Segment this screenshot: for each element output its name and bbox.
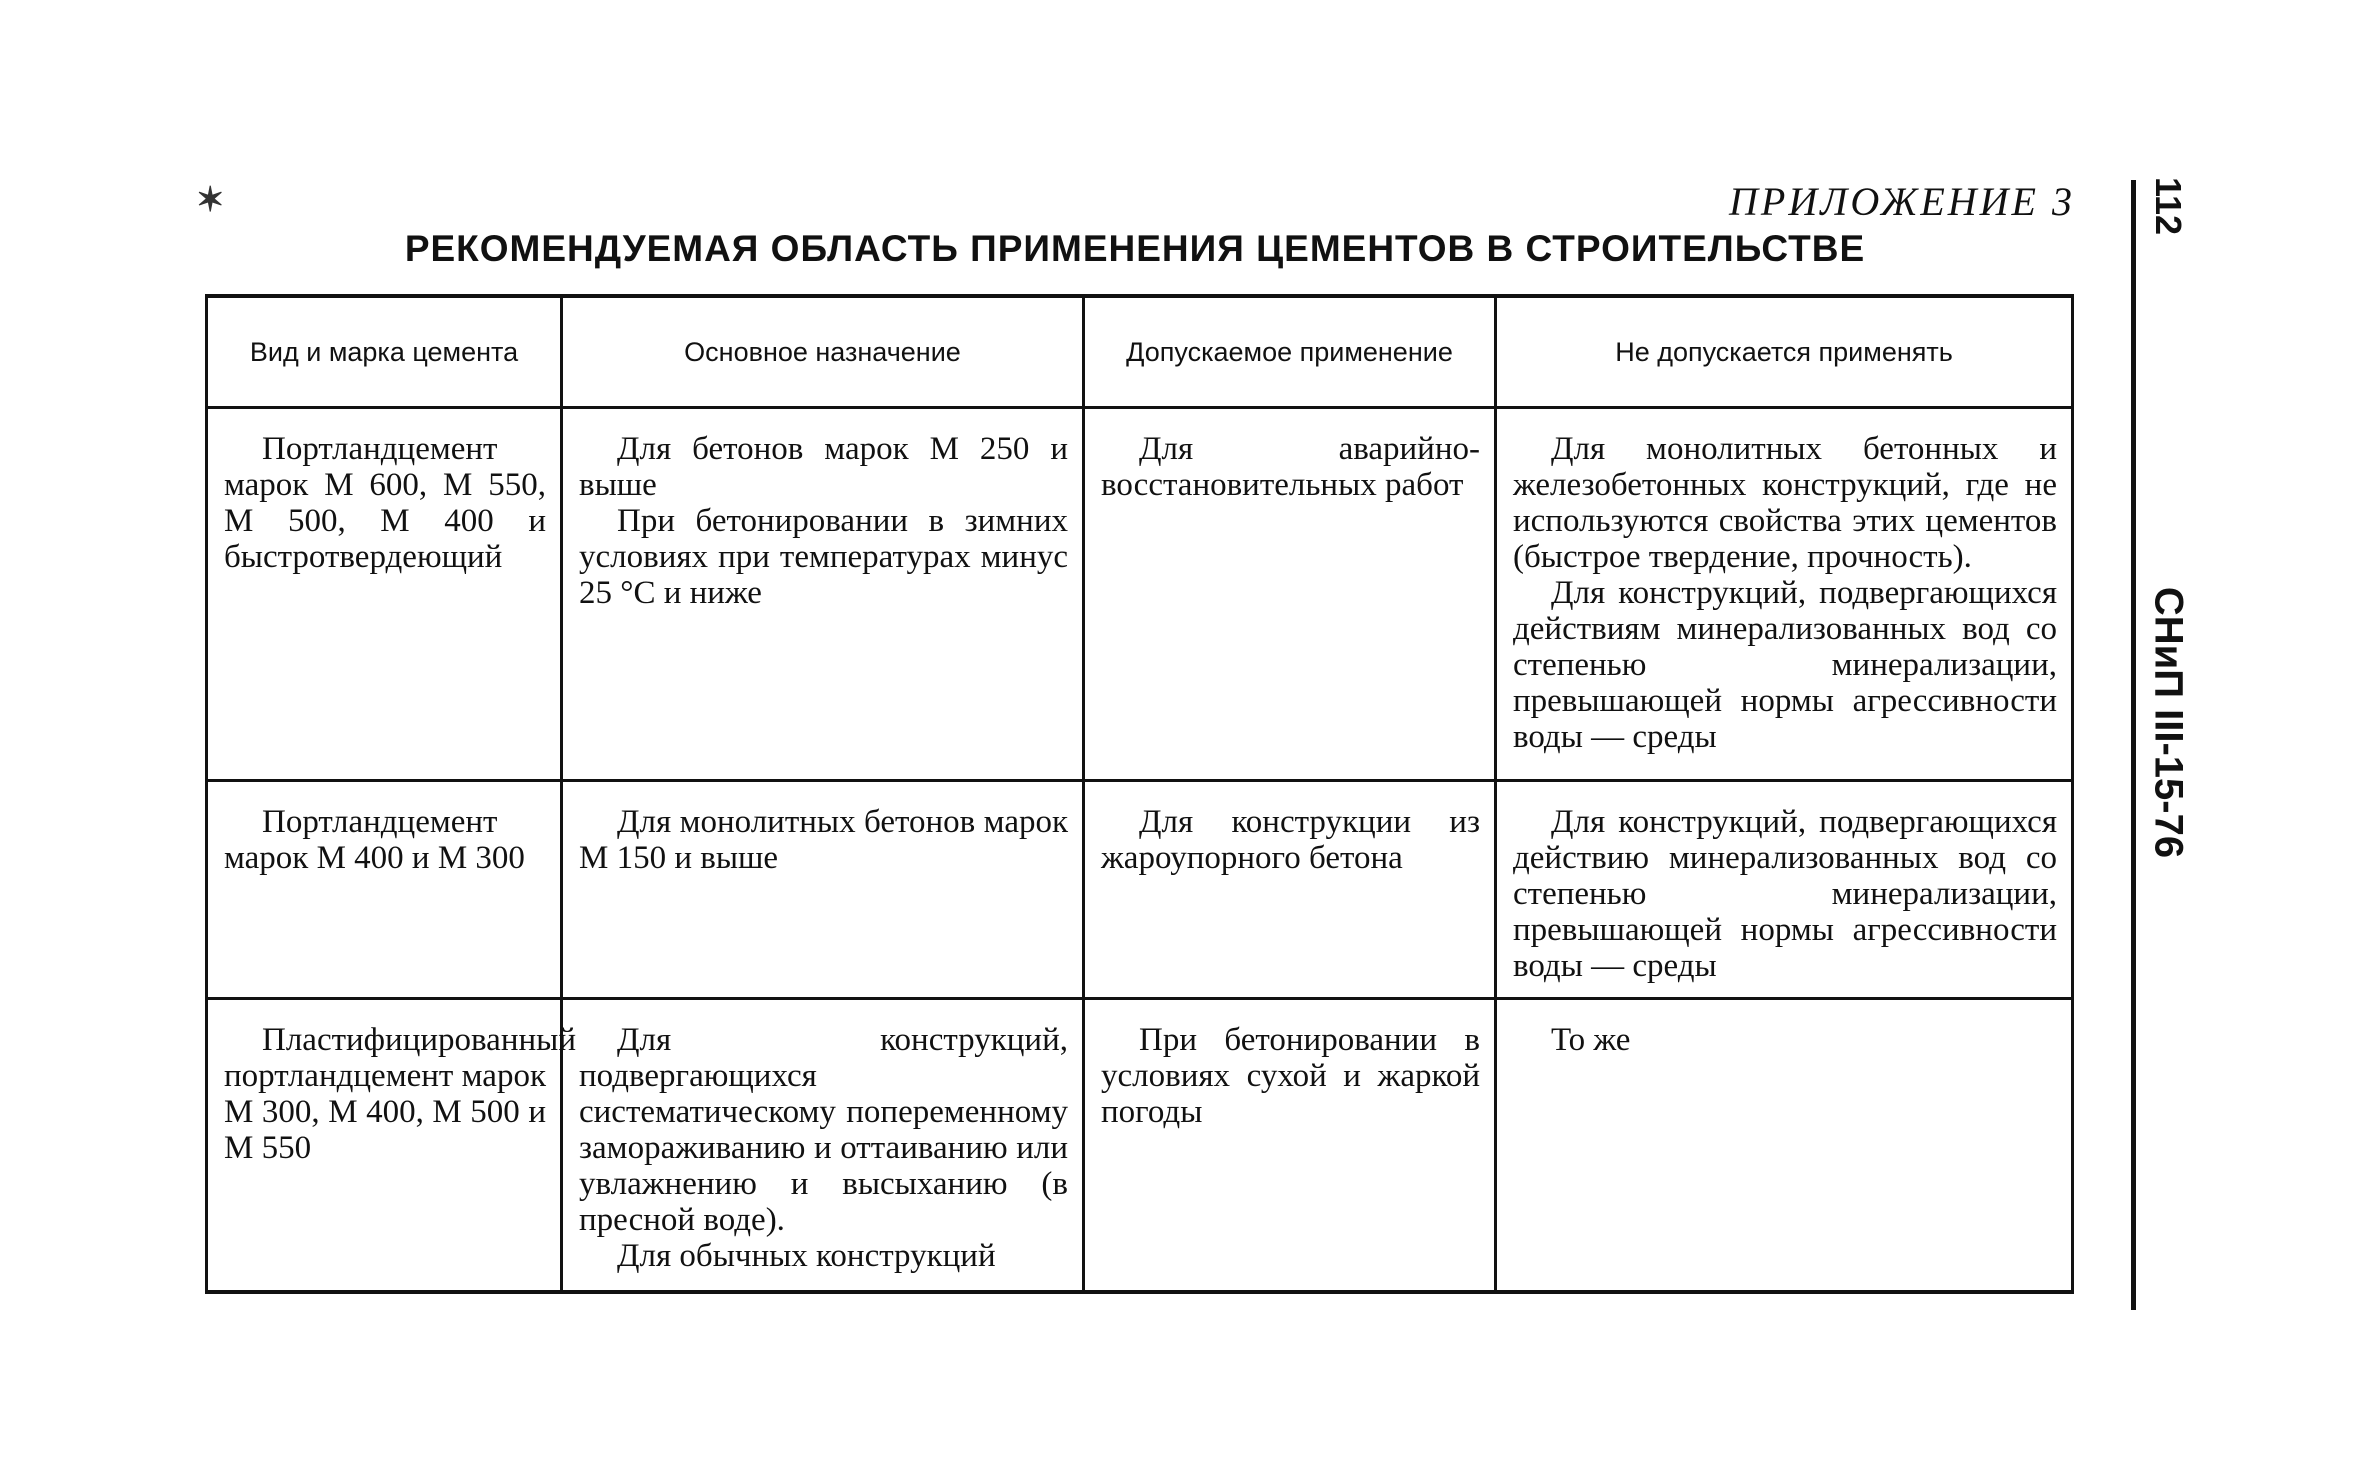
cell-cement-type <box>207 408 562 781</box>
cell-paragraph: Для конструкций, подвергающихся действиям минерализованных вод со степенью минерализации, превышающей нормы агрессивности воды — среды <box>1513 575 2057 755</box>
cell-not-allowed <box>1496 999 2073 1293</box>
table-row <box>207 781 2073 999</box>
cell-paragraph: При бетонировании в зимних условиях при температурах минус 25 °С и ниже <box>579 503 1068 611</box>
cell-paragraph: Для конструкции из жароупорного бетона <box>1101 804 1480 876</box>
cell-allowed-use <box>1084 999 1496 1293</box>
cell-paragraph: Портландцемент марок М 600, М 550, М 500, М 400 и быстротвердеющий <box>224 431 546 575</box>
cell-paragraph: Пластифицированный портландцемент марок М 300, М 400, М 500 и М 550 <box>224 1022 576 1166</box>
cell-cement-type <box>207 999 576 1293</box>
cell-paragraph: Для конструкций, подвергающихся действию минерализованных вод со степенью минерализации, превышающей нормы агрессивности воды — среды <box>1513 804 2057 984</box>
document-code: СНиП III-15-76 <box>2146 586 2191 859</box>
cell-paragraph: Для бетонов марок М 250 и выше <box>579 431 1068 503</box>
cement-application-table <box>205 294 2074 1294</box>
cell-not-allowed <box>1496 781 2073 999</box>
header-not-allowed: Не допускается применять <box>1496 296 2073 408</box>
cell-main-purpose <box>562 781 1084 999</box>
cell-paragraph: Портландцемент марок М 400 и М 300 <box>224 804 525 876</box>
appendix-label: ПРИЛОЖЕНИЕ 3 <box>1729 179 2075 224</box>
header-main-purpose: Основное назначение <box>562 296 1084 408</box>
cell-paragraph: То же <box>1551 1022 1631 1058</box>
page-title: РЕКОМЕНДУЕМАЯ ОБЛАСТЬ ПРИМЕНЕНИЯ ЦЕМЕНТОВ В СТРОИТЕЛЬСТВЕ <box>404 228 1866 269</box>
page-number: 112 <box>2148 176 2189 236</box>
cell-paragraph: Для монолитных бетонов марок М 150 и выше <box>579 804 1068 876</box>
cell-allowed-use <box>1084 781 1496 999</box>
table-header-row <box>207 296 2073 408</box>
cell-paragraph: Для конструкций, подвергающихся систематическому попеременному замораживанию и оттаиванию или увлажнению и высыханию (в пресной воде). <box>579 1022 1068 1238</box>
cell-paragraph: Для обычных конструкций <box>617 1238 996 1274</box>
header-allowed-use: Допускаемое применение <box>1084 296 1496 408</box>
cell-not-allowed <box>1496 408 2073 781</box>
cell-paragraph: Для монолитных бетонных и железобетонных конструкций, где не используются свойства этих цементов (быстрое твердение, прочность). <box>1513 431 2057 575</box>
table-row <box>207 408 2073 781</box>
cell-allowed-use <box>1084 408 1496 781</box>
cell-cement-type <box>207 781 562 999</box>
cell-main-purpose <box>562 408 1084 781</box>
corner-ornament: ✶ <box>196 182 225 219</box>
cell-paragraph: Для аварийно-восстановительных работ <box>1101 431 1480 503</box>
cell-paragraph: При бетонировании в условиях сухой и жаркой погоды <box>1101 1022 1480 1130</box>
cell-main-purpose <box>562 999 1084 1293</box>
table-row <box>207 999 2073 1293</box>
header-cement-type: Вид и марка цемента <box>207 296 562 408</box>
margin-vertical-rule <box>2131 180 2136 1310</box>
